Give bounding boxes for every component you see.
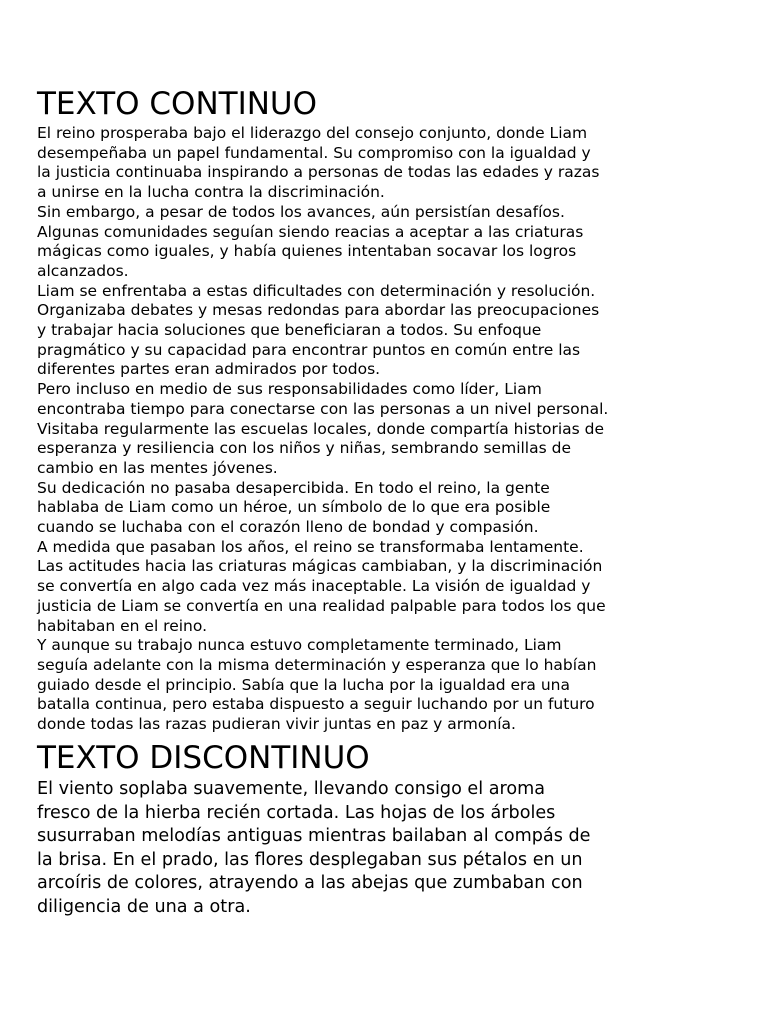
text-line: hablaba de Liam como un héroe, un símbolo de lo que era posible: [37, 498, 551, 517]
text-line: Liam se enfrentaba a estas dificultades con determinación y resolución.: [37, 281, 596, 300]
document-page: [37, 84, 667, 917]
paragraph: [37, 778, 590, 919]
text-line: habitaban en el reino.: [37, 616, 208, 635]
text-line: batalla continua, pero estaba dispuesto a seguir luchando por un futuro: [37, 695, 595, 714]
text-line: y trabajar hacia soluciones que beneficiaran a todos. Su enfoque: [37, 321, 542, 340]
text-line: esperanza y resiliencia con los niños y niñas, sembrando semillas de: [37, 439, 571, 458]
text-line: cambio en las mentes jóvenes.: [37, 458, 278, 477]
text-line: diligencia de una a otra.: [37, 896, 251, 917]
text-line: Y aunque su trabajo nunca estuvo completamente terminado, Liam: [37, 636, 562, 655]
text-line: se convertía en algo cada vez más inaceptable. La visión de igualdad y: [37, 577, 591, 596]
text-line: desempeñaba un papel fundamental. Su compromiso con la igualdad y: [37, 143, 591, 162]
text-line: El reino prosperaba bajo el liderazgo del consejo conjunto, donde Liam: [37, 124, 588, 142]
text-line: seguía adelante con la misma determinación y esperanza que lo habían: [37, 655, 597, 674]
text-line: fresco de la hierba recién cortada. Las hojas de los árboles: [37, 802, 556, 823]
section-texto-discontinuo: [37, 738, 590, 919]
text-line: El viento soplaba suavemente, llevando consigo el aroma: [37, 779, 546, 799]
text-line: la justicia continuaba inspirando a personas de todas las edades y razas: [37, 163, 600, 182]
paragraph: [37, 282, 667, 381]
text-line: arcoíris de colores, atrayendo a las abejas que zumbaban con: [37, 873, 583, 893]
text-line: A medida que pasaban los años, el reino se transformaba lentamente.: [37, 537, 584, 556]
text-line: cuando se luchaba con el corazón lleno de bondad y compasión.: [37, 518, 539, 537]
text-line: Su dedicación no pasaba desapercibida. En todo el reino, la gente: [37, 478, 550, 497]
paragraph: [37, 124, 667, 203]
section-texto-continuo: [37, 84, 667, 735]
text-line: pragmático y su capacidad para encontrar puntos en común entre las: [37, 340, 581, 359]
section-heading: TEXTO DISCONTINUO: [37, 740, 370, 776]
text-line: Visitaba regularmente las escuelas locales, donde compartía historias de: [37, 419, 605, 438]
text-line: alcanzados.: [37, 261, 129, 280]
paragraph: [37, 479, 667, 538]
text-line: Organizaba debates y mesas redondas para abordar las preocupaciones: [37, 301, 600, 320]
text-line: la brisa. En el prado, las flores desplegaban sus pétalos en un: [37, 849, 583, 870]
text-line: Las actitudes hacia las criaturas mágicas cambiaban, y la discriminación: [37, 557, 603, 576]
text-line: Pero incluso en medio de sus responsabilidades como líder, Liam: [37, 380, 542, 399]
paragraph: [37, 538, 667, 637]
text-line: a unirse en la lucha contra la discriminación.: [37, 183, 385, 202]
text-line: mágicas como iguales, y había quienes intentaban socavar los logros: [37, 242, 577, 261]
text-line: diferentes partes eran admirados por todos.: [37, 360, 381, 379]
text-line: Algunas comunidades seguían siendo reacias a aceptar a las criaturas: [37, 222, 584, 241]
text-line: justicia de Liam se convertía en una realidad palpable para todos los que: [37, 596, 606, 615]
section-heading: TEXTO CONTINUO: [37, 86, 317, 122]
text-line: guiado desde el principio. Sabía que la lucha por la igualdad era una: [37, 675, 570, 694]
paragraph: [37, 636, 667, 735]
paragraph: [37, 380, 667, 479]
text-line: susurraban melodías antiguas mientras bailaban al compás de: [37, 826, 591, 846]
section-body: [37, 778, 590, 919]
section-body: [37, 124, 667, 735]
text-line: encontraba tiempo para conectarse con las personas a un nivel personal.: [37, 399, 609, 418]
paragraph: [37, 203, 667, 282]
text-line: Sin embargo, a pesar de todos los avances, aún persistían desafíos.: [37, 202, 565, 221]
text-line: donde todas las razas pudieran vivir juntas en paz y armonía.: [37, 715, 516, 734]
